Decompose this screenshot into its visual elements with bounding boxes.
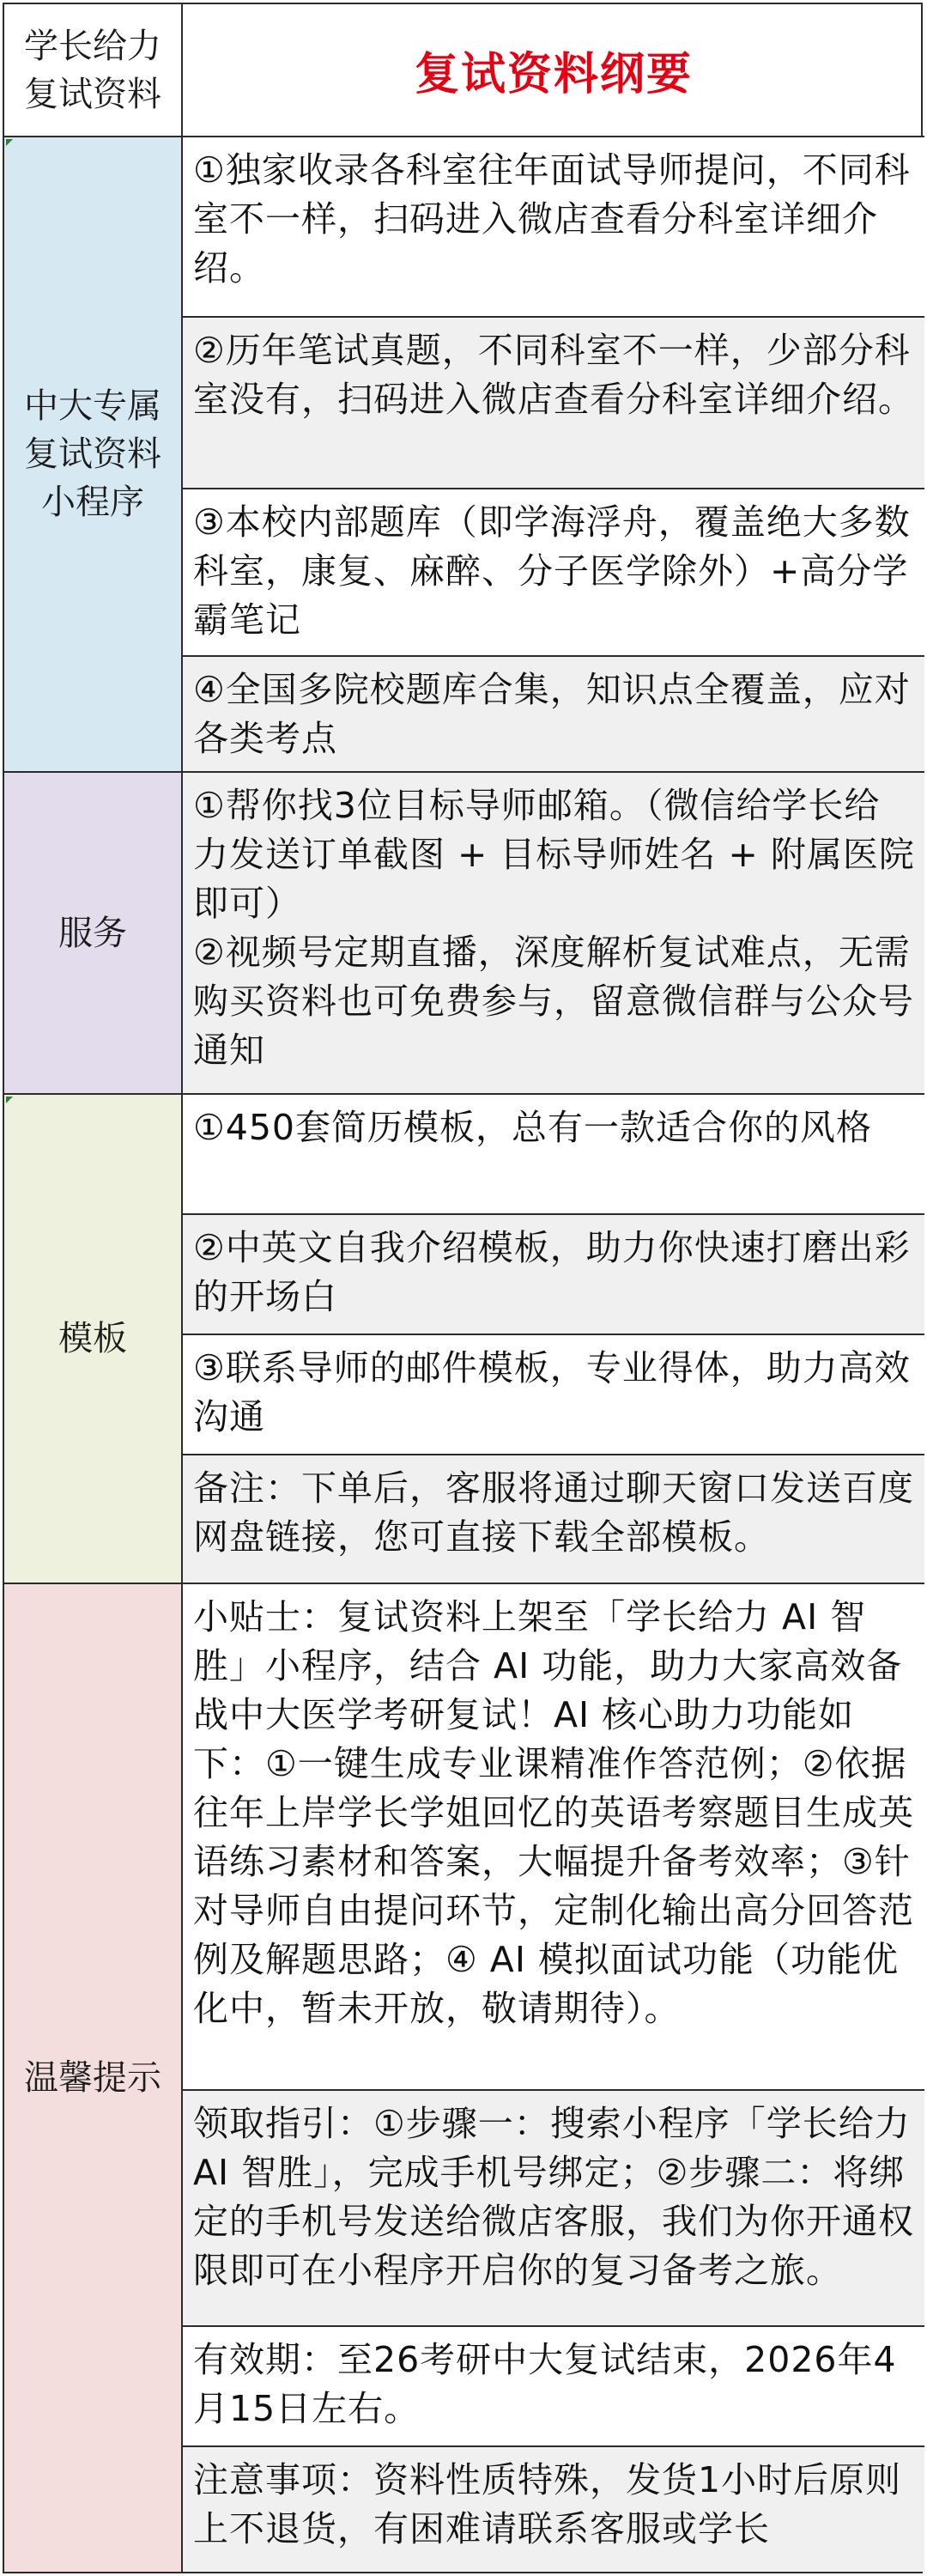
section-label-service bbox=[4, 773, 183, 1095]
section-label-text: 服务 bbox=[58, 913, 127, 953]
list-item: ②中英文自我介绍模板，助力你快速打磨出彩的开场白 bbox=[183, 1215, 924, 1335]
section-label-text: 模板 bbox=[58, 1319, 127, 1358]
corner-marker-icon bbox=[6, 1097, 13, 1103]
section-label-mini-program bbox=[4, 137, 183, 773]
list-item: ①独家收录各科室往年面试导师提问，不同科室不一样，扫码进入微店查看分科室详细介绍。 bbox=[183, 137, 924, 318]
list-item: ④全国多院校题库合集，知识点全覆盖，应对各类考点 bbox=[183, 657, 924, 773]
section-label-text: 温馨提示 bbox=[24, 2058, 161, 2098]
list-item: 备注：下单后，客服将通过聊天窗口发送百度网盘链接，您可直接下载全部模板。 bbox=[183, 1455, 924, 1584]
outline-table bbox=[3, 3, 923, 2573]
header-left-label: 学长给力 复试资料 bbox=[4, 4, 183, 137]
list-item: 领取指引：①步骤一：搜索小程序「学长给力 AI 智胜」，完成手机号绑定；②步骤二：将绑定的手机号发送给微店客服，我们为你开通权限即可在小程序开启你的复习备考之旅。 bbox=[183, 2091, 924, 2327]
corner-marker-icon bbox=[6, 139, 13, 146]
list-item: ①帮你找3位目标导师邮箱。（微信给学长给力发送订单截图 + 目标导师姓名 + 附属医院即可） ②视频号定期直播，深度解析复试难点，无需购买资料也可免费参与，留意微信群与公众号通知 bbox=[183, 773, 924, 1095]
list-item: 注意事项：资料性质特殊，发货1小时后原则上不退货，有困难请联系客服或学长 bbox=[183, 2447, 924, 2572]
list-item: ③本校内部题库（即学海浮舟，覆盖绝大多数科室，康复、麻醉、分子医学除外）+高分学霸笔记 bbox=[183, 489, 924, 657]
section-label-tips bbox=[4, 1584, 183, 2572]
page-title: 复试资料纲要 bbox=[183, 4, 924, 137]
section-label-text: 中大专属 复试资料 小程序 bbox=[24, 386, 161, 522]
section-label-templates bbox=[4, 1095, 183, 1584]
list-item: 有效期：至26考研中大复试结束，2026年4月15日左右。 bbox=[183, 2327, 924, 2447]
list-item: ①450套简历模板，总有一款适合你的风格 bbox=[183, 1095, 924, 1215]
list-item: ③联系导师的邮件模板，专业得体，助力高效沟通 bbox=[183, 1335, 924, 1455]
list-item: 小贴士：复试资料上架至「学长给力 AI 智胜」小程序，结合 AI 功能，助力大家高效备战中大医学考研复试！AI 核心助力功能如下：①一键生成专业课精准作答范例；②依据往年上岸学长学姐回忆的英语考察题目生成英语练习素材和答案，大幅提升备考效率；③针对导师自由提问环节，定制化输出高分回答范例及解题思路；④ AI 模拟面试功能（功能优化中，暂未开放，敬请期待）。 bbox=[183, 1584, 924, 2091]
list-item: ②历年笔试真题，不同科室不一样，少部分科室没有，扫码进入微店查看分科室详细介绍。 bbox=[183, 318, 924, 489]
